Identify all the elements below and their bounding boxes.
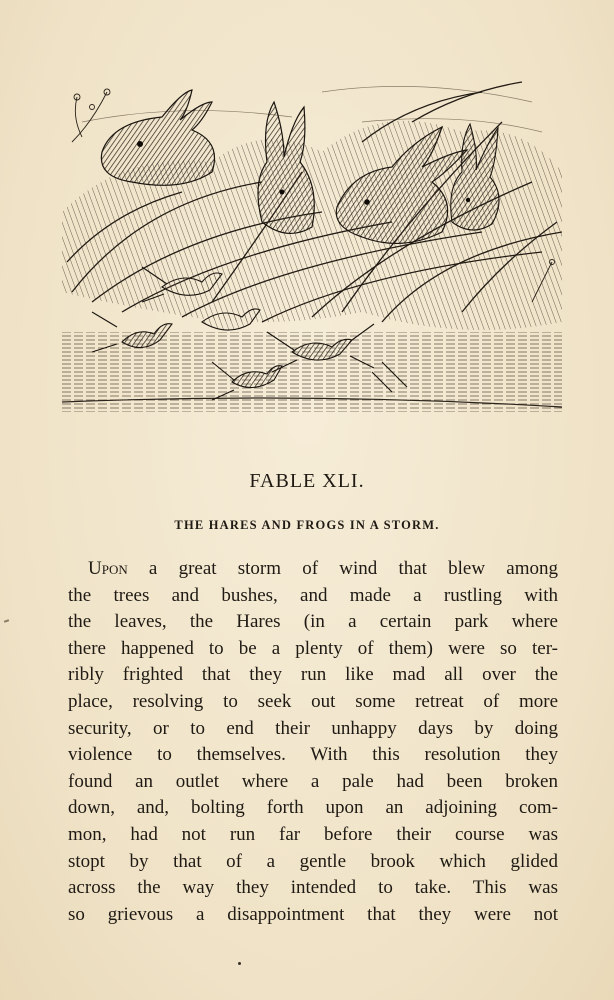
drop-word: Upon xyxy=(88,558,128,579)
body-line-5: ribly frighted that they run like mad all over the xyxy=(68,664,558,686)
body-line-10: down, and, bolting forth upon an adjoining com- xyxy=(68,797,558,819)
body-line-11: mon, had not run far before their course was xyxy=(68,823,558,845)
body-line-2: the trees and bushes, and made a rustling with xyxy=(68,584,558,606)
page-dot xyxy=(238,962,241,965)
margin-mark xyxy=(4,619,9,623)
body-line-9: found an outlet where a pale had been broken xyxy=(68,770,558,792)
body-line-3: the leaves, the Hares (in a certain park where xyxy=(68,611,558,633)
body-line-13: across the way they intended to take. This was xyxy=(68,877,558,899)
hares-and-frogs-engraving xyxy=(62,62,562,422)
body-line-8: violence to themselves. With this resolution they xyxy=(68,744,558,766)
body-line-14: so grievous a disappointment that they were not xyxy=(68,903,558,925)
body-line-7: security, or to end their unhappy days by doing xyxy=(68,717,558,739)
body-line-1: Upon a great storm of wind that blew among xyxy=(88,558,558,579)
body-line-4: there happened to be a plenty of them) were so ter- xyxy=(68,637,558,659)
body-line-12: stopt by that of a gentle brook which glided xyxy=(68,850,558,872)
hare-left xyxy=(101,90,214,185)
fable-title: THE HARES AND FROGS IN A STORM. xyxy=(174,518,440,532)
body-line-6: place, resolving to seek out some retreat of more xyxy=(68,690,558,712)
fable-number: FABLE XLI. xyxy=(249,470,365,492)
fable-body xyxy=(68,556,558,928)
